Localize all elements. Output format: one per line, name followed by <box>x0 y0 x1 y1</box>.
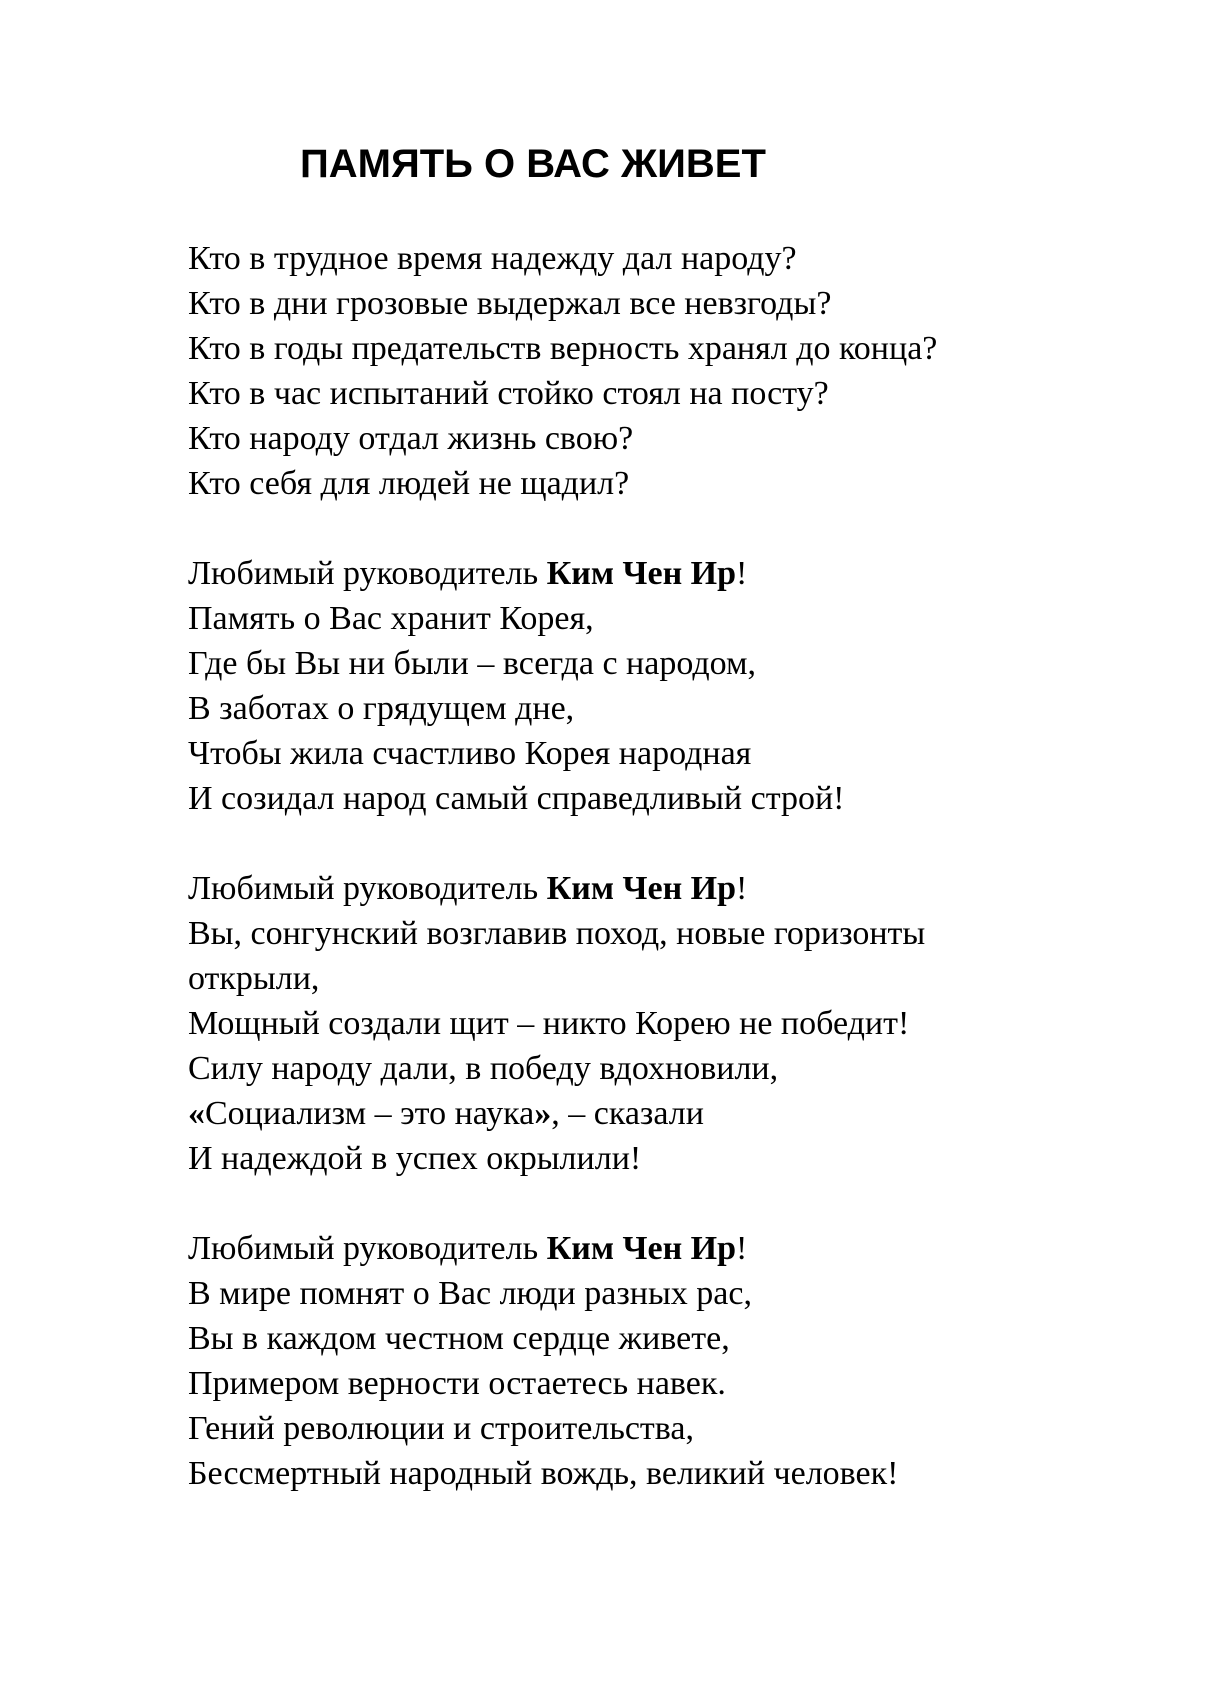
quote-text: Социализм – это наука <box>205 1095 535 1132</box>
quote-open-mark: « <box>188 1095 205 1132</box>
poem-line: Мощный создали щит – никто Корею не победит! <box>188 1005 910 1042</box>
poem-line: В мире помнят о Вас люди разных рас, <box>188 1275 752 1312</box>
refrain-prefix: Любимый руководитель <box>188 555 547 592</box>
poem-line: Бессмертный народный вождь, великий человек! <box>188 1455 899 1492</box>
quote-close-mark: » <box>534 1095 552 1132</box>
poem-line: И надеждой в успех окрылили! <box>188 1140 642 1177</box>
poem-line: Кто народу отдал жизнь свою? <box>188 420 634 457</box>
poem-line: Кто в годы предательств верность хранял до конца? <box>188 330 938 367</box>
poem-line: Силу народу дали, в победу вдохновили, <box>188 1050 779 1087</box>
poem-line: Вы, сонгунский возглавив поход, новые горизонты открыли, <box>188 915 926 997</box>
poem-line: Кто в трудное время надежду дал народу? <box>188 240 797 277</box>
quote-after: , – сказали <box>551 1095 704 1132</box>
refrain-suffix: ! <box>736 1230 748 1267</box>
poem-body <box>188 236 1198 1496</box>
leader-name: Ким Чен Ир <box>546 1230 737 1267</box>
poem-line: Чтобы жила счастливо Корея народная <box>188 735 752 772</box>
poem-line: Память о Вас хранит Корея, <box>188 600 594 637</box>
refrain-prefix: Любимый руководитель <box>188 870 547 907</box>
poem-line: Кто в дни грозовые выдержал все невзгоды? <box>188 285 832 322</box>
leader-name: Ким Чен Ир <box>546 870 737 907</box>
refrain-suffix: ! <box>736 870 748 907</box>
poem-line: Вы в каждом честном сердце живете, <box>188 1320 730 1357</box>
leader-name: Ким Чен Ир <box>546 555 737 592</box>
stanza-2 <box>188 551 1198 821</box>
refrain-prefix: Любимый руководитель <box>188 1230 547 1267</box>
stanza-1 <box>188 236 1198 506</box>
stanza-4 <box>188 1226 1198 1496</box>
poem-line: Где бы Вы ни были – всегда с народом, <box>188 645 757 682</box>
quote-line <box>188 1091 1198 1136</box>
poem-line: И созидал народ самый справедливый строй! <box>188 780 845 817</box>
poem-line: Гений революции и строительства, <box>188 1410 694 1447</box>
poem-line: Кто в час испытаний стойко стоял на посту? <box>188 375 829 412</box>
poem-line: В заботах о грядущем дне, <box>188 690 575 727</box>
poem-line: Примером верности остаетесь навек. <box>188 1365 726 1402</box>
refrain-line <box>188 551 1198 596</box>
stanza-3 <box>188 866 1198 1181</box>
refrain-line <box>188 1226 1198 1271</box>
page-title: ПАМЯТЬ О ВАС ЖИВЕТ <box>300 142 766 186</box>
refrain-line <box>188 866 1198 911</box>
poem-line: Кто себя для людей не щадил? <box>188 465 630 502</box>
refrain-suffix: ! <box>736 555 748 592</box>
